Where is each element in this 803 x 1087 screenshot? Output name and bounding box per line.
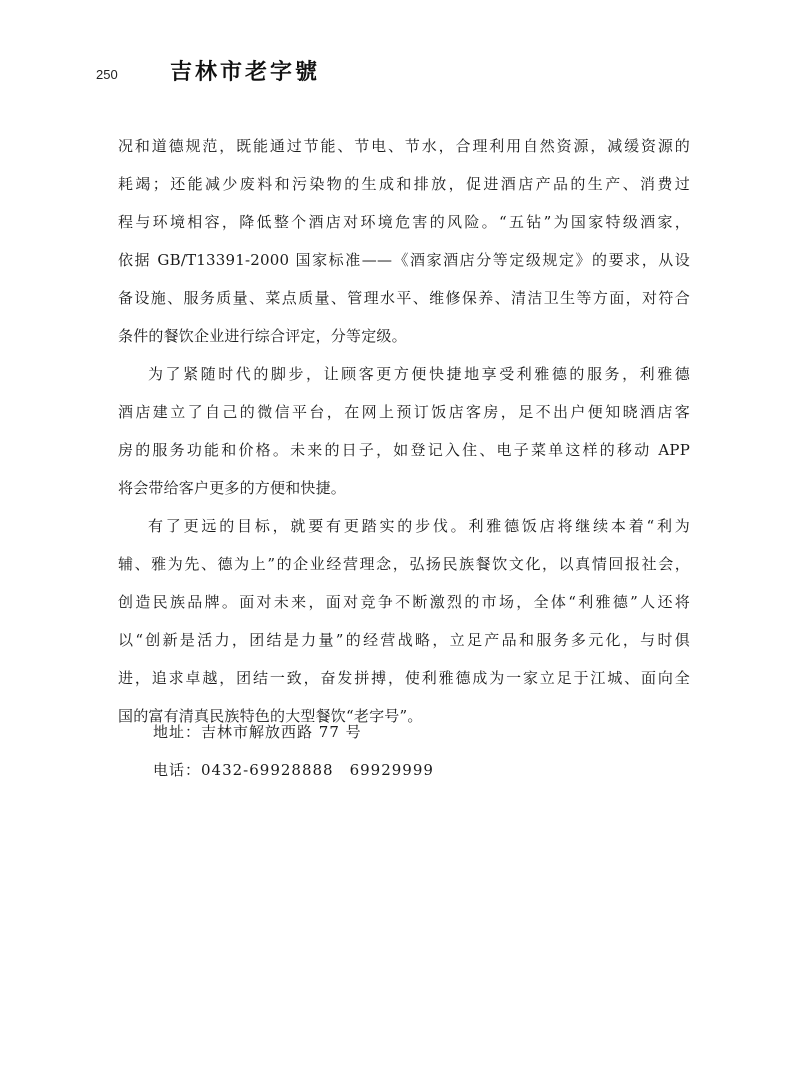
text-line: 况和道德规范，既能通过节能、节电、节水，合理利用自然资源，减缓资源的 bbox=[118, 137, 690, 155]
text-line: 条件的餐饮企业进行综合评定，分等定级。 bbox=[118, 327, 407, 345]
text-line: 备设施、服务质量、菜点质量、管理水平、维修保养、清洁卫生等方面，对符合 bbox=[118, 289, 690, 307]
text-line: 国的富有清真民族特色的大型餐饮“老字号”。 bbox=[118, 707, 423, 725]
text-line: 依据 GB/T13391-2000 国家标准——《酒家酒店分等定级规定》的要求，从设 bbox=[118, 251, 690, 269]
phone-line: 电话：0432-69928888 69929999 bbox=[153, 761, 434, 779]
page-number: 250 bbox=[96, 67, 118, 82]
text-line: 酒店建立了自己的微信平台，在网上预订饭店客房，足不出户便知晓酒店客 bbox=[118, 403, 690, 421]
page-header bbox=[96, 55, 320, 86]
body-text bbox=[118, 135, 690, 743]
text-line: 有了更远的目标，就要有更踏实的步伐。利雅德饭店将继续本着“利为 bbox=[148, 517, 690, 535]
text-line: 房的服务功能和价格。未来的日子，如登记入住、电子菜单这样的移动 APP bbox=[118, 441, 690, 459]
text-line: 将会带给客户更多的方便和快捷。 bbox=[118, 479, 347, 497]
text-line: 程与环境相容，降低整个酒店对环境危害的风险。“五钻”为国家特级酒家， bbox=[118, 213, 690, 231]
text-line: 进，追求卓越，团结一致，奋发拼搏，使利雅德成为一家立足于江城、面向全 bbox=[118, 669, 690, 687]
text-line: 耗竭；还能减少废料和污染物的生成和排放，促进酒店产品的生产、消费过 bbox=[118, 175, 690, 193]
text-line: 以“创新是活力，团结是力量”的经营战略，立足产品和服务多元化，与时俱 bbox=[118, 631, 690, 649]
address-line: 地址：吉林市解放西路 77 号 bbox=[153, 723, 362, 741]
text-line: 为了紧随时代的脚步，让顾客更方便快捷地享受利雅德的服务，利雅德 bbox=[148, 365, 690, 383]
text-line: 创造民族品牌。面对未来，面对竞争不断激烈的市场，全体“利雅德”人还将 bbox=[118, 593, 690, 611]
running-title: 吉林市老字號 bbox=[170, 59, 321, 85]
text-line: 辅、雅为先、德为上”的企业经营理念，弘扬民族餐饮文化，以真情回报社会， bbox=[118, 555, 690, 573]
